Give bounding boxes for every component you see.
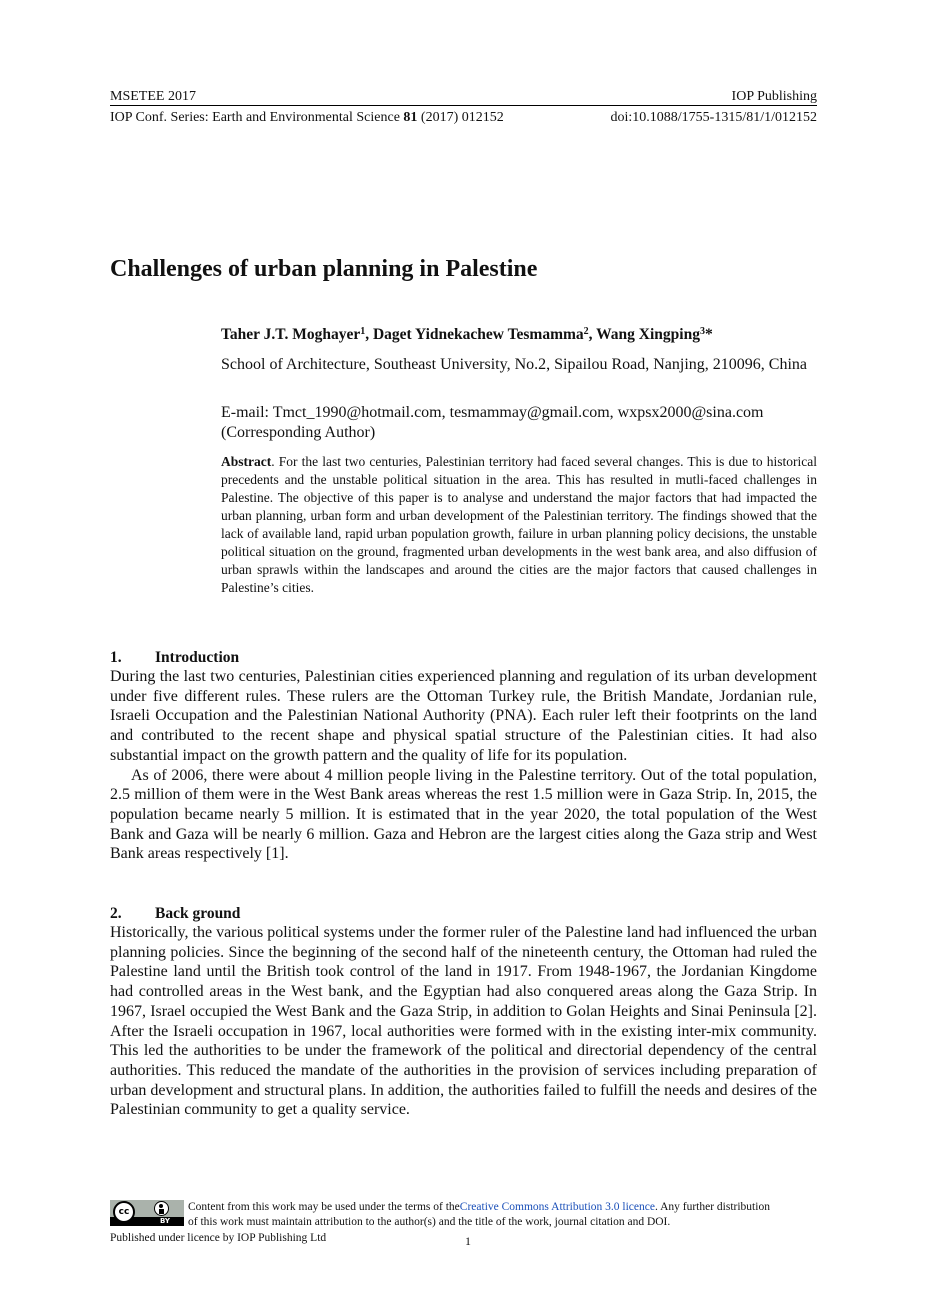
journal-series: [110, 110, 504, 126]
author-affiliation-mark: 1: [360, 326, 366, 337]
author-name: Taher J.T. Moghayer: [221, 326, 361, 343]
page-number: 1: [465, 1234, 471, 1248]
section-heading-background: [110, 904, 240, 924]
by-label: BY: [159, 1217, 171, 1225]
background-body: [110, 923, 817, 1120]
author-separator: ,: [365, 326, 373, 343]
section-heading-introduction: [110, 648, 239, 668]
paper-title: Challenges of urban planning in Palestine: [110, 256, 538, 282]
license-link[interactable]: Creative Commons Attribution 3.0 licence: [459, 1201, 655, 1213]
license-pre: Content from this work may be used under the terms of the: [188, 1201, 460, 1213]
published-under: Published under licence by IOP Publishing Ltd: [110, 1232, 327, 1244]
paragraph: Historically, the various political systems under the former ruler of the Palestine land had influenced the urban planning policies. Since the beginning of the second half of the nineteenth century, the Ottoman had ruled the Palestine land until the British took control of the land in 1917. From 1948-1967, the Jordanian Kingdome had controlled areas in the West bank, and the Egyptian had also conquered areas along the Gaza Strip. In 1967, Israel occupied the West Bank and the Gaza Strip, in addition to Golan Heights and Sinai Peninsula [2]. After the Israeli occupation in 1967, local authorities were formed with in the existing inter-mix community. This led the authorities to be under the framework of the political and directorial dependency of the central authorities. This reduced the mandate of the authorities in the provision of services including preparation of urban development and structural plans. In addition, the authorities failed to fulfill the needs and desires of the Palestinian community to get a quality service.: [110, 924, 817, 1119]
abstract-text: . For the last two centuries, Palestinian territory had faced several changes. This is due to historical precedents and the unstable political situation in the area. This has resulted in mutli-faced challenges in Palestine. The objective of this paper is to analyse and understand the major factors that had impacted the urban planning, urban form and urban development of the Palestinian territory. The findings showed that the lack of available land, rapid urban population growth, failure in urban planning policy decisions, the unstable political situation on the ground, fragmented urban developments in the west bank area, and also diffusion of urban sprawls within the landscapes and around the cities are the major factors that caused challenges in Palestine’s cities.: [221, 454, 817, 595]
license-text: [188, 1200, 818, 1215]
header-rule: [110, 105, 817, 106]
section-number: 1.: [110, 649, 122, 666]
paragraph: During the last two centuries, Palestinian cities experienced planning and regulation of its urban development under five different rules. These rulers are the Ottoman Turkey rule, the British Mandate, Jordanian rule, Israeli Occupation and the Palestinian National Authority (PNA). Each ruler left their footprints on the land and contributed to the recent shape and physical spatial structure of the Palestinian cities. It had also substantial impact on the growth pattern and the quality of life for its population.: [110, 668, 817, 764]
abstract-label: Abstract: [221, 454, 272, 469]
section-number: 2.: [110, 905, 122, 922]
attribution-person-icon: [154, 1201, 169, 1216]
license-post: . Any further distribution: [654, 1201, 770, 1213]
doi[interactable]: doi:10.1088/1755-1315/81/1/012152: [610, 110, 817, 125]
creative-commons-icon: cc: [113, 1201, 135, 1223]
section-title: Back ground: [155, 905, 241, 922]
abstract: [221, 453, 817, 597]
introduction-body: [110, 667, 817, 864]
cc-by-license-badge[interactable]: [110, 1200, 184, 1226]
author-name: Daget Yidnekachew Tesmamma: [372, 326, 584, 343]
series-suffix: (2017) 012152: [417, 110, 504, 125]
author-list: [221, 325, 713, 345]
author-name: Wang Xingping: [596, 326, 700, 343]
corresponding-mark: *: [704, 326, 713, 343]
author-affiliation-mark: 3: [699, 326, 705, 337]
section-title: Introduction: [155, 649, 240, 666]
series-prefix: IOP Conf. Series: Earth and Environmental Science: [110, 110, 404, 125]
paragraph: As of 2006, there were about 4 million people living in the Palestine territory. Out of the total population, 2.5 million of them were in the West Bank areas whereas the rest 1.5 million were in Gaza Strip. In, 2015, the population became nearly 5 million. It is estimated that in the year 2020, the total population of the West Bank and Gaza will be nearly 6 million. Gaza and Hebron are the largest cities along the Gaza strip and West Bank areas respectively [1].: [110, 766, 817, 863]
email-line: E-mail: Tmct_1990@hotmail.com, tesmammay@gmail.com, wxpsx2000@sina.com (Corresponding Author): [221, 404, 764, 441]
conference-name: MSETEE 2017: [110, 89, 196, 104]
publisher-name: IOP Publishing: [731, 89, 817, 104]
license-text-line2: of this work must maintain attribution to the author(s) and the title of the work, journal citation and DOI.: [188, 1216, 671, 1228]
affiliation: School of Architecture, Southeast University, No.2, Sipailou Road, Nanjing, 210096, China: [221, 356, 807, 373]
author-separator: ,: [588, 326, 597, 343]
volume-number: 81: [403, 110, 418, 125]
author-affiliation-mark: 2: [583, 326, 589, 337]
